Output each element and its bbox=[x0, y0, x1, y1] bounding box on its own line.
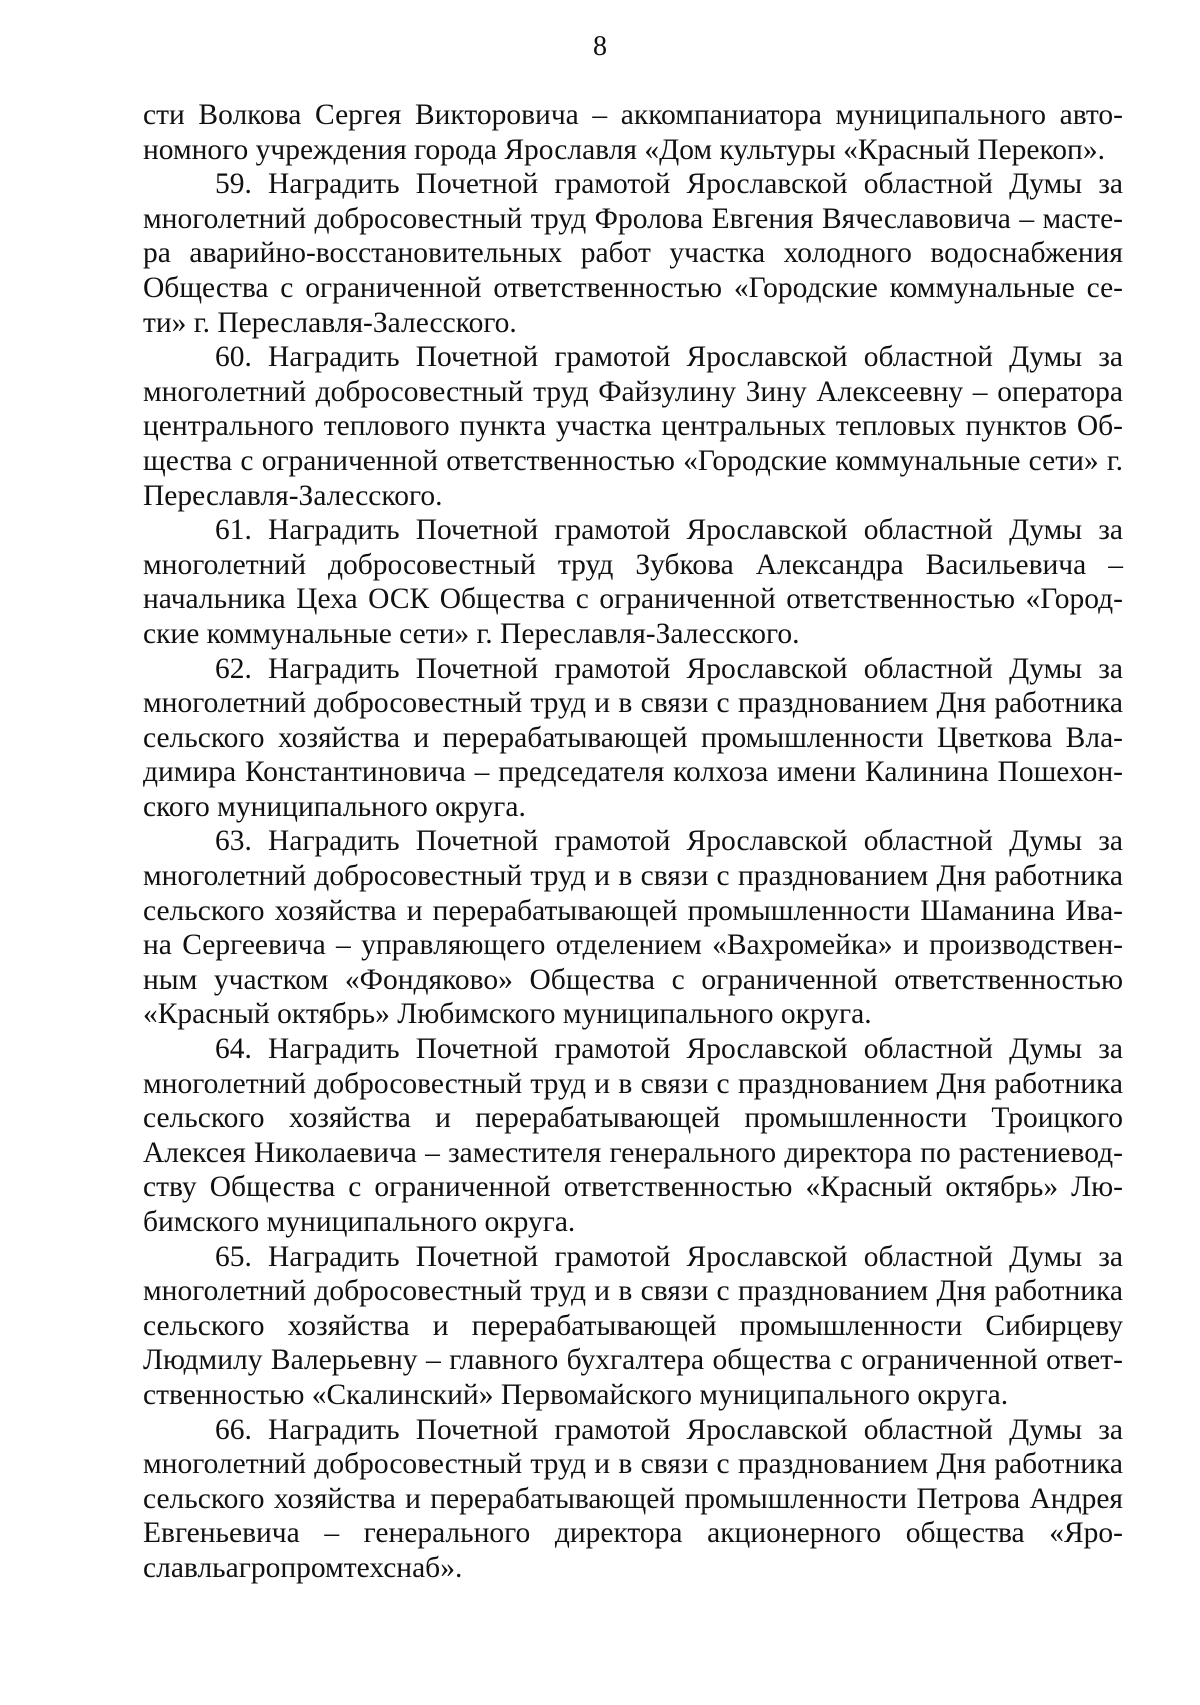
paragraph: 59. Наградить Почетной грамотой Ярославской областной Думы за многолетний добросовестный труд Фролова Евгения Вячеславовича – мастера аварийно-восстановительных работ участка холодного водоснабжения Общества с ограниченной ответственностью «Городские коммунальные сети» г. Переславля-Залесского. bbox=[143, 168, 1123, 339]
paragraph: 66. Наградить Почетной грамотой Ярославской областной Думы за многолетний добросовестный труд и в связи с празднованием Дня работника сельского хозяйства и перерабатывающей промышленности Петрова Андрея Евгеньевича – генерального директора акционерного общества «Ярославльагропромтехснаб». bbox=[143, 1413, 1123, 1584]
paragraph: 64. Наградить Почетной грамотой Ярославской областной Думы за многолетний добросовестный труд и в связи с празднованием Дня работника сельского хозяйства и перерабатывающей промышленности Троицкого Алексея Николаевича – заместителя генерального директора по растениеводству Общества с ограниченной ответственностью «Красный октябрь» Любимского муниципального округа. bbox=[143, 1033, 1123, 1238]
page-number: 8 bbox=[593, 31, 607, 62]
paragraph: сти Волкова Сергея Викторовича – аккомпаниатора муниципального автономного учреждения города Ярославля «Дом культуры «Красный Перекоп». bbox=[143, 99, 1123, 166]
paragraph: 63. Наградить Почетной грамотой Ярославской областной Думы за многолетний добросовестный труд и в связи с празднованием Дня работника сельского хозяйства и перерабатывающей промышленности Шаманина Ивана Сергеевича – управляющего отделением «Вахромейка» и производственным участком «Фондяково» Общества с ограниченной ответственностью «Красный октябрь» Любимского муниципального округа. bbox=[143, 825, 1123, 1031]
paragraph: 60. Наградить Почетной грамотой Ярославской областной Думы за многолетний добросовестный труд Файзулину Зину Алексеевну – оператора центрального теплового пункта участка центральных тепловых пунктов Общества с ограниченной ответственностью «Городские коммунальные сети» г. Переславля-Залесского. bbox=[143, 341, 1123, 512]
paragraph: 62. Наградить Почетной грамотой Ярославской областной Думы за многолетний добросовестный труд и в связи с празднованием Дня работника сельского хозяйства и перерабатывающей промышленности Цветкова Владимира Константиновича – председателя колхоза имени Калинина Пошехонского муниципального округа. bbox=[143, 652, 1123, 823]
paragraph: 61. Наградить Почетной грамотой Ярославской областной Думы за многолетний добросовестный труд Зубкова Александра Васильевича – начальника Цеха ОСК Общества с ограниченной ответственностью «Городские коммунальные сети» г. Переславля-Залесского. bbox=[143, 514, 1123, 650]
document-body bbox=[143, 98, 1123, 1586]
paragraph: 65. Наградить Почетной грамотой Ярославской областной Думы за многолетний добросовестный труд и в связи с празднованием Дня работника сельского хозяйства и перерабатывающей промышленности Сибирцеву Людмилу Валерьевну – главного бухгалтера общества с ограниченной ответственностью «Скалинский» Первомайского муниципального округа. bbox=[143, 1240, 1123, 1411]
